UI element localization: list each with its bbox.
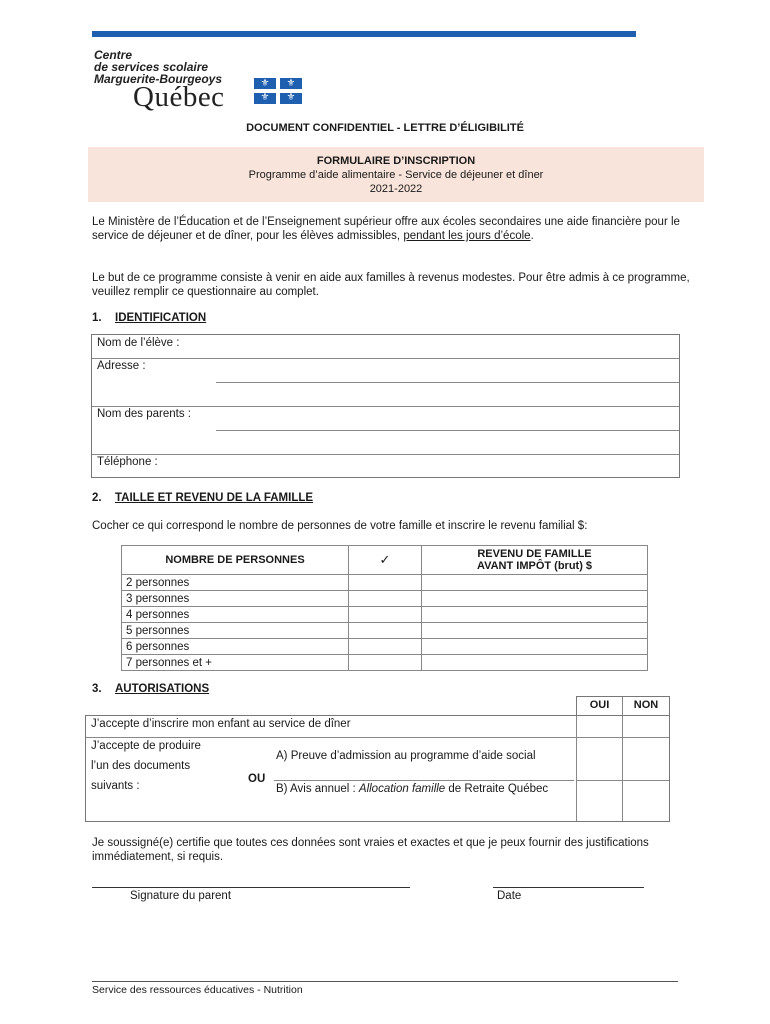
income-header-line-2: AVANT IMPÔT (brut) $ (476, 560, 593, 572)
col-income-header (422, 546, 648, 575)
intro-underlined-text: pendant les jours d’école (403, 230, 531, 242)
income-cell[interactable] (422, 607, 648, 623)
intro-period: . (530, 230, 534, 242)
parents-name-field[interactable] (216, 407, 680, 428)
option-a-text: A) Preuve d’admission au programme d’aide social (276, 750, 536, 762)
section-authorizations-heading (92, 683, 209, 695)
section-title: IDENTIFICATION (115, 312, 207, 324)
income-header-line-1: REVENU DE FAMILLE (477, 548, 592, 560)
check-cell[interactable] (349, 575, 422, 591)
section-title: TAILLE ET REVENU DE LA FAMILLE (115, 492, 314, 504)
fleur-de-lis-icon: ⚜ (286, 78, 296, 89)
option-b-oui-checkbox[interactable] (577, 781, 621, 821)
school-service-logo-text (94, 49, 222, 85)
table-row (122, 591, 648, 607)
persons-cell: 6 personnes (122, 639, 349, 655)
authorize-documents-line-2: l’un des documents (91, 760, 191, 772)
section-number: 3. (92, 683, 102, 695)
col-persons-header: NOMBRE DE PERSONNES (122, 546, 349, 575)
form-title: FORMULAIRE D’INSCRIPTION (316, 155, 476, 167)
intro-paragraph-1 (92, 215, 692, 243)
or-label: OU (248, 773, 266, 785)
school-year: 2021-2022 (369, 183, 423, 195)
address-field[interactable] (216, 359, 680, 380)
family-instruction: Cocher ce qui correspond le nombre de personnes de votre famille et inscrire le revenu familial $: (92, 520, 588, 532)
logo-line-2: de services scolaire (94, 60, 209, 74)
check-cell[interactable] (349, 591, 422, 607)
check-cell[interactable] (349, 655, 422, 671)
address-line (216, 382, 679, 383)
footer-divider (92, 981, 678, 982)
fleur-de-lis-icon: ⚜ (286, 92, 296, 103)
check-cell[interactable] (349, 639, 422, 655)
parents-line (216, 430, 679, 431)
program-subtitle: Programme d’aide alimentaire - Service de déjeuner et dîner (248, 169, 544, 181)
intro-paragraph-2: Le but de ce programme consiste à venir en aide aux familles à revenus modestes. Pour être admis à ce programme, veuillez remplir ce questionnaire au complet. (92, 272, 690, 298)
persons-cell: 5 personnes (122, 623, 349, 639)
option-b-emphasis: Allocation famille (358, 783, 446, 795)
authorize-documents-line-1: J’accepte de produire (91, 740, 201, 752)
non-header: NON (633, 699, 659, 711)
income-cell[interactable] (422, 575, 648, 591)
footer-text: Service des ressources éducatives - Nutrition (92, 984, 303, 996)
quebec-flag-icon (254, 78, 302, 104)
table-row (122, 623, 648, 639)
option-b-text (276, 782, 570, 796)
check-column-icon: ✓ (349, 546, 422, 575)
address-label: Adresse : (97, 360, 146, 372)
persons-cell: 2 personnes (122, 575, 349, 591)
table-row (122, 607, 648, 623)
table-row (122, 655, 648, 671)
lunch-oui-checkbox[interactable] (577, 716, 621, 736)
option-b-suffix: de Retraite Québec (445, 783, 549, 795)
section-number: 2. (92, 492, 102, 504)
top-brand-bar (92, 31, 636, 37)
parent-signature-label: Signature du parent (130, 890, 232, 902)
date-label: Date (497, 890, 522, 902)
student-name-field[interactable] (216, 336, 680, 357)
option-a-non-checkbox[interactable] (623, 738, 669, 779)
oui-header: OUI (589, 699, 610, 711)
persons-cell: 4 personnes (122, 607, 349, 623)
option-b-non-checkbox[interactable] (623, 781, 669, 821)
phone-field[interactable] (216, 455, 680, 476)
check-cell[interactable] (349, 607, 422, 623)
option-b-prefix: B) Avis annuel : (276, 783, 359, 795)
table-row (122, 575, 648, 591)
option-a-oui-checkbox[interactable] (577, 738, 621, 779)
authorize-lunch-text: J’accepte d’inscrire mon enfant au service de dîner (91, 718, 351, 730)
student-name-label: Nom de l’élève : (97, 337, 180, 349)
income-cell[interactable] (422, 591, 648, 607)
check-cell[interactable] (349, 623, 422, 639)
phone-label: Téléphone : (97, 456, 158, 468)
intro-text: Le Ministère de l’Éducation et de l’Enseignement supérieur offre aux écoles secondaires une aide financière pour le service de déjeuner et de dîner, pour les élèves admissibles, (92, 216, 680, 242)
persons-cell: 3 personnes (122, 591, 349, 607)
family-income-table (121, 545, 648, 671)
income-cell[interactable] (422, 655, 648, 671)
quebec-wordmark: Québec (133, 81, 225, 113)
confidential-title: DOCUMENT CONFIDENTIEL - LETTRE D’ÉLIGIBILITÉ (246, 122, 524, 134)
income-cell[interactable] (422, 639, 648, 655)
parent-signature-line[interactable] (92, 887, 410, 888)
fleur-de-lis-icon: ⚜ (260, 92, 270, 103)
date-line[interactable] (493, 887, 644, 888)
authorize-documents-line-3: suivants : (91, 780, 140, 792)
persons-cell: 7 personnes et + (122, 655, 349, 671)
parents-name-label: Nom des parents : (97, 408, 191, 420)
oui-non-header (576, 696, 670, 716)
table-row (122, 639, 648, 655)
section-number: 1. (92, 312, 102, 324)
certification-text: Je soussigné(e) certifie que toutes ces données sont vraies et exactes et que je peux fournir des justifications immédiatement, si requis. (92, 837, 649, 863)
table-header-row (122, 546, 648, 575)
lunch-non-checkbox[interactable] (623, 716, 669, 736)
section-family-heading (92, 492, 313, 504)
section-title: AUTORISATIONS (115, 683, 210, 695)
income-cell[interactable] (422, 623, 648, 639)
logo-line-3: Marguerite-Bourgeoys (94, 72, 223, 86)
section-identification-heading (92, 312, 206, 324)
logo-line-1: Centre (94, 48, 133, 62)
fleur-de-lis-icon: ⚜ (260, 78, 270, 89)
